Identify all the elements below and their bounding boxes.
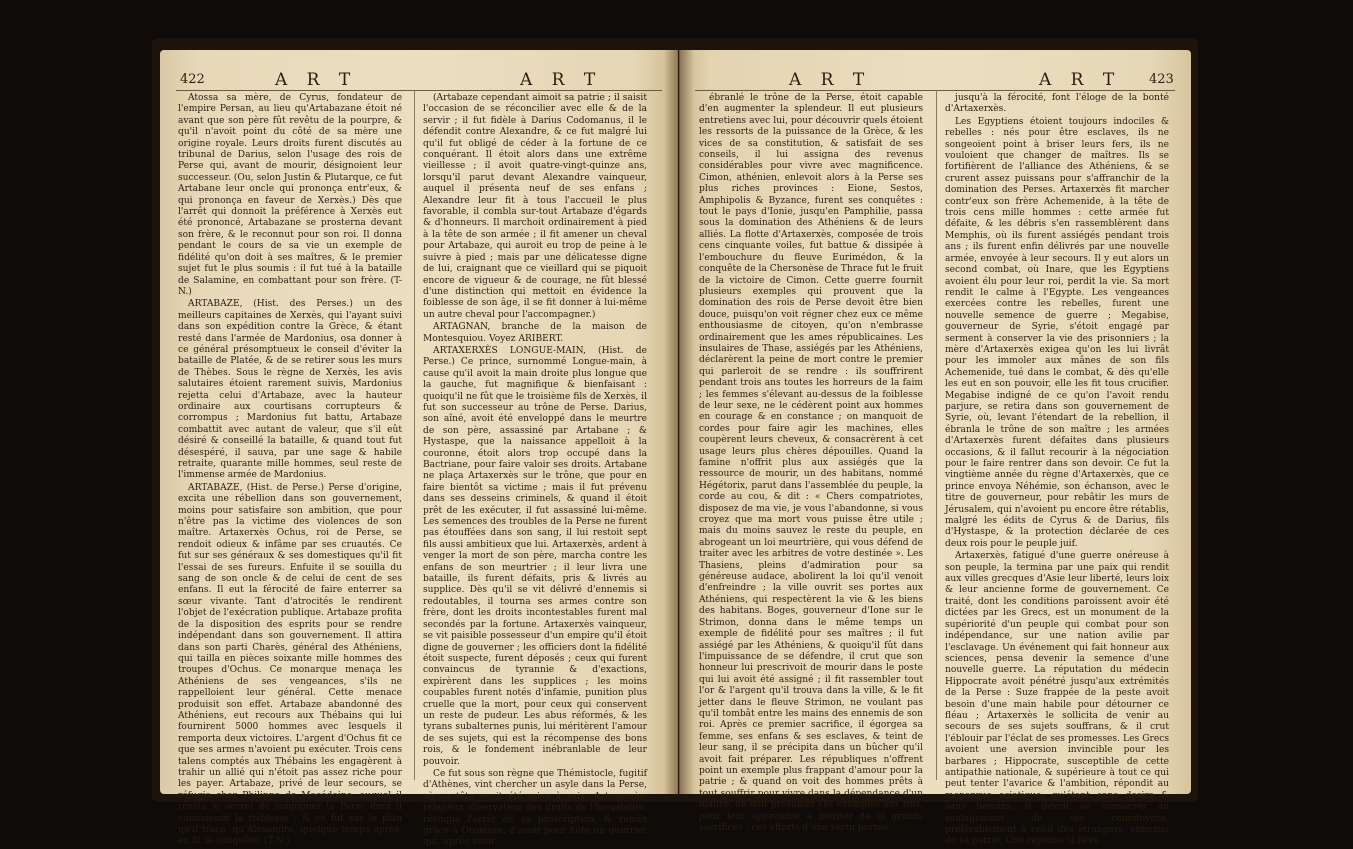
paragraph: ARTAXERXÈS LONGUE-MAIN, (Hist. de Perse.) Ce prince, surnommé Longue-main, à cause qu'il avoit la main droite plus longue que la gauche, fut magnifique & bienfaisant : quoiqu'il ne fût que le troisième fils de Xerxès, il fut son successeur au trône de Perse. Darius, son aîné, avoit été enveloppé dans le meurtre de son père, assassiné par Artabane ; & Hystaspe, que la naissance appelloit à la couronne, étoit alors trop occupé dans la Bactriane, pour faire valoir ses droits. Artabane ne plaça Artaxerxès sur le trône, que pour en faire bientôt sa victime ; mais il fut prévenu dans ses desseins criminels, & quand il étoit prêt de les exécuter, il fut assassiné lui-même. Les semences des troubles de la Perse ne furent pas étouffées dans son sang, il lui restoit sept fils aussi ambitieux que lui. Artaxerxès, ardent à venger la mort de son père, marcha contre les enfans de son meurtrier ; il leur livra une bataille, ils furent défaits, pris & livrés au supplice. Dès qu'il se vit délivré d'ennemis si redoutables, il tourna ses armes contre son frère, dont les droits incontestables furent mal secondés par la fortune. Artaxerxès vainqueur, se vit paisible possesseur d'un empire qu'il étoit digne de gouverner ; les officiers dont la fidélité étoit suspecte, furent déposés ; ceux qui furent convaincus de tyrannie & d'exactions, expirèrent dans les supplices ; les moins coupables furent notés d'infamie, punition plus cruelle que la mort, pour ceux qui conservent un reste de pudeur. Les abus réformés, & les tyrans subalternes punis, lui méritèrent l'amour de ses sujets, qui est la récompense des bons rois, & le fondement inébranlable de leur pouvoir. [423, 345, 647, 767]
column-rule [936, 90, 937, 780]
page-number: 422 [180, 72, 205, 87]
paragraph: ARTABAZE, (Hist. des Perses.) un des meilleurs capitaines de Xerxès, qui l'ayant suivi dans son expédition contre la Grèce, & étant resté dans l'armée de Mardonius, osa donner à ce général présomptueux le conseil d'éviter la bataille de Platée, & de se retirer sous les murs de Thèbes. Sous le règne de Xerxès, les avis salutaires étoient rarement suivis, Mardonius rejetta celui d'Artabaze, avec la hauteur ordinaire aux courtisans corrupteurs & corrompus ; Mardonius fut battu, Artabaze combattit avec autant de valeur, que s'il eût désiré & conseillé la bataille, & quand tout fut désespéré, il sauva, par une sage & habile retraite, quarante mille hommes, seul reste de l'immense armée de Mardonius. [178, 299, 402, 481]
right-page [679, 50, 1191, 847]
paragraph: (Artabaze cependant aimoit sa patrie ; il saisit l'occasion de se réconcilier avec elle & de la servir ; il fut fidèle à Darius Codomanus, il le défendit contre Alexandre, & ce fut malgré lui qu'il fut obligé de céder à la fortune de ce conquérant. Il étoit alors dans une extrême vieillesse ; il avoit quatre-vingt-quinze ans, lorsqu'il parut devant Alexandre vainqueur, auquel il présenta neuf de ses enfans ; Alexandre leur fit à tous l'accueil le plus favorable, il combla sur-tout Artabaze d'égards & d'honneurs. Il marchoit ordinairement à pied à la tête de son armée ; il fit amener un cheval pour Artabaze, qui auroit eu trop de peine à le suivre à pied ; mais par une délicatesse digne de lui, craignant que ce vieillard qui se piquoit encore de vigueur & de courage, ne fût blessé d'une distinction qui mettoit en évidence la foiblesse de son âge, il se fit donner à lui-même un autre cheval pour l'accompagner.) [423, 93, 647, 320]
book-gutter [664, 50, 694, 794]
left-page-header [160, 70, 678, 92]
running-head: A R T [789, 70, 872, 90]
text-column-1 [178, 93, 402, 847]
left-page [160, 50, 678, 848]
paragraph: ARTAGNAN, branche de la maison de Montesquiou. Voyez ARIBERT. [423, 322, 647, 344]
header-rule [695, 90, 1175, 91]
right-page-header [679, 70, 1191, 92]
text-column-1 [699, 93, 923, 833]
header-rule [176, 90, 662, 91]
page-number: 423 [1149, 72, 1174, 87]
paragraph: jusqu'à la férocité, font l'éloge de la bonté d'Artaxerxès. [945, 93, 1169, 115]
paragraph: Atossa sa mère, de Cyrus, fondateur de l'empire Persan, au lieu qu'Artabazane étoit né avant que son père fût revêtu de la pourpre, & qu'il n'avoit point du côté de sa mère une origine royale. Leurs droits furent discutés au tribunal de Darius, selon l'usage des rois de Perse qui, avant de mourir, désignoient leur successeur. (Ou, selon Justin & Plutarque, ce fut Artabane leur oncle qui prononça entr'eux, & qui prononça en faveur de Xerxès.) Dès que l'arrêt qui donnoit la préférence à Xerxès eut été prononcé, Artabazane se prosterna devant son frère, & le reconnut pour son roi. Il donna pendant le cours de sa vie un exemple de fidélité qu'on doit à ses maîtres, & le premier sujet fut le plus soumis : il fut tué à la bataille de Salamine, en combattant pour son frère. (T-N.) [178, 93, 402, 297]
paragraph: Artaxerxès, fatigué d'une guerre onéreuse à son peuple, la termina par une paix qui rendit aux villes grecques d'Asie leur liberté, leurs loix & leur ancienne forme de gouvernement. Ce traité, dont les conditions paroissent avoir été dictées par les Grecs, est un monument de la supériorité d'un peuple qui combat pour son indépendance, sur une nation avilie par l'esclavage. Un événement qui fait honneur aux sciences, pensa devenir la semence d'une nouvelle guerre. La réputation du médecin Hippocrate avoit pénétré jusqu'aux extrémités de la Perse : Suze frappée de la peste avoit besoin d'une main habile pour détourner ce fléau ; Artaxerxès le sollicita de venir au secours de ses sujets souffrans, & il crut l'éblouir par l'éclat de ses promesses. Les Grecs avoient une aversion invincible pour les barbares ; Hippocrate, susceptible de cette antipathie nationale, & supérieure à tout ce qui peut tenter l'avarice & l'ambition, répondit au monarque asiatique, qu'étant sans desirs & sans besoins, il devoit se consacrer au soulagement de ses concitoyens, préférablement à celui des étrangers, ennemis de sa patrie. Une réponse si fière [945, 551, 1169, 847]
paragraph: Ce fut sous son règne que Thémistocle, fugitif d'Athènes, vint chercher un asyle dans la Perse, où sa tête avoit été mise à prix. Artaxerxès, religieux observateur des droits de l'hospitalité, révoqua l'arrêt de sa proscription, & rendit grâce à Oromaze, d'avoir pour hôte un guerrier qui, après avoir [423, 768, 647, 848]
running-head: A R T [275, 70, 358, 90]
paragraph: Les Egyptiens étoient toujours indociles & rebelles : nés pour être esclaves, ils ne songeoient point à briser leurs fers, ils ne vouloient que changer de maîtres. Ils se fortifièrent de l'alliance des Athéniens, & se crurent assez puissans pour s'affranchir de la domination des Perses. Artaxerxès fit marcher contr'eux son frère Achemenide, à la tête de trois cens mille hommes : cette armée fut défaite, & les débris s'en rassemblèrent dans Memphis, où ils furent assiégés pendant trois ans ; ils furent enfin délivrés par une nouvelle armée, envoyée à leur secours. Il y eut alors un second combat, où Inare, que les Egyptiens avoient élu pour leur roi, perdit la vie. Sa mort rendit le calme à l'Egypte. Les vengeances exercées contre les rebelles, furent une nouvelle semence de guerre ; Megabise, gouverneur de Syrie, s'étoit engagé par serment à conserver la vie des prisonniers ; la mère d'Artaxerxès exigea qu'on les lui livrât pour les immoler aux mânes de son fils Achemenide, tué dans le combat, & dès qu'elle les eut en son pouvoir, elle les fit tous crucifier. Megabise indigné de ce qu'on l'avoit rendu parjure, se retira dans son gouvernement de Syrie, où, levant l'étendart de la rebellion, il ébranla le trône de son maître ; les armées d'Artaxerxès furent défaites dans plusieurs occasions, & il fallut recourir à la négociation pour le faire rentrer dans son devoir. Ce fut la vingtième année du règne d'Artaxerxès, que ce prince envoya Néhémie, son échanson, avec le titre de gouverneur, pour rebâtir les murs de Jérusalem, qui n'avoient pu encore être rétablis, malgré les édits de Cyrus & de Darius, fils d'Hystaspe, & la protection déclarée de ces deux rois pour le peuple juif. [945, 116, 1169, 549]
text-column-2 [423, 93, 647, 848]
column-rule [414, 90, 415, 780]
text-column-2 [945, 93, 1169, 847]
paragraph: ARTABAZE, (Hist. de Perse.) Perse d'origine, excita une rébellion dans son gouvernement, moins pour satisfaire son ambition, que pour n'être pas la victime des violences de son maître. Artaxerxès Ochus, roi de Perse, se rendoit odieux & infâme par ses cruautés. Ce fut sur ses généraux & ses domestiques qu'il fit l'essai de ses fureurs. Enfuite il se souilla du sang de son oncle & de celui de cent de ses enfans. Il eut la férocité de faire enterrer sa sœur vivante. Tant d'atrocités le rendirent l'objet de l'exécration publique. Artabaze profita de la disposition des esprits pour se rendre indépendant dans son gouvernement. Il attira dans son parti Charès, général des Athéniens, qui tailla en pièces soixante mille hommes des troupes d'Ochus. Ce monarque menaça les Athéniens de ses vengeances, s'ils ne rappelloient leur général. Cette menace produisit son effet. Artabaze abandonné des Athéniens, eut recours aux Thébains qui lui fournirent 5000 hommes avec lesquels il remporta deux victoires. L'argent d'Ochus fit ce que ses armes n'avoient pu exécuter. Trois cens talens comptés aux Thébains les engagèrent à trahir un allié qui n'étoit pas assez riche pour les payer. Artabaze, privé de leur secours, se réfugia chez Philippe de Macédoine, auquel il révéla le secret de subjuguer la Perse dont il connoissoit la foiblesse ; & ce fut sur le plan qu'il traça, qu'Alexandre, quelque temps après, en fit la conquête. (T-N.) [178, 482, 402, 847]
running-head: A R T [1039, 70, 1122, 90]
paragraph: ébranlé le trône de la Perse, étoit capable d'en augmenter la splendeur. Il eut plusieurs entretiens avec lui, pour découvrir quels étoient les ressorts de la puissance de la Grèce, & les vices de sa constitution, & satisfait de ses conseils, il lui assigna des revenus considérables pour vivre avec magnificence. Cimon, athénien, enlevoit alors à la Perse ses plus riches provinces : Eione, Sestos, Amphipolis & Byzance, furent ses conquêtes : tout le pays d'Ionie, jusqu'en Pamphilie, passa sous la domination des Athéniens & de leurs alliés. La flotte d'Artaxerxès, composée de trois cens cinquante voiles, fut battue & dissipée à l'embouchure du fleuve Eurimédon, & la conquête de la Chersonèse de Thrace fut le fruit de la victoire de Cimon. Cette guerre fournit plusieurs exemples qui prouvent que la domination des rois de Perse devoit être bien douce, puisqu'on voit régner chez eux ce même enthousiasme de citoyen, qu'on n'embrasse ordinairement que les ames républicaines. Les insulaires de Thase, assiégés par les Athéniens, déclarèrent la peine de mort contre le premier qui parleroit de se rendre : ils souffrirent pendant trois ans toutes les horreurs de la faim ; les femmes s'élevant au-dessus de la foiblesse de leur sexe, ne le cédèrent point aux hommes en courage & en constance ; on manquoit de cordes pour faire agir les machines, elles coupèrent leurs cheveux, & consacrèrent à cet usage leurs plus chères dépouilles. Quand la famine n'offrit plus aux assiégés que la ressource de mourir, un des habitans, nommé Hégétorix, parut dans l'assemblée du peuple, la corde au cou, & dit : « Chers compatriotes, disposez de ma vie, je vous l'abandonne, si vous croyez que ma mort vous puisse être utile ; mais du moins sauvez le reste du peuple, en abrogeant un loi meurtrière, qui vous défend de traiter avec les arbitres de votre destinée ». Les Thasiens, pleins d'admiration pour sa généreuse audace, abolirent la loi qu'il venoit d'enfreindre ; la ville ouvrit ses portes aux Athéniens, qui respectèrent la vie & les biens des habitans. Boges, gouverneur d'Ione sur le Strimon, donna dans le même temps un exemple de fidélité pour ses maîtres ; il fut assiégé par les Athéniens, & quoiqu'il fût dans l'impuissance de se défendre, il crut que son honneur lui prescrivoit de mourir dans le poste qui lui avoit été assigné ; il fit rassembler tout l'or & l'argent qu'il trouva dans la ville, & le fit jetter dans le fleuve Strimon, ne voulant pas qu'il tombât entre les mains des ennemis de son roi. Après ce premier sacrifice, il égorgea sa femme, ses enfans & ses esclaves, & teint de leur sang, il se précipita dans un bûcher qu'il avoit fait préparer. Les républiques n'offrent point un exemple plus frappant d'amour pour la patrie ; & quand on voit des hommes prêts à tout souffrir pour vivre dans la dépendance d'un maître, on doit présumer ces exemples aux rois, pour leur apprendre à mériter de si grands sacrifices : ces efforts d'une vertu portée [699, 93, 923, 833]
running-head: A R T [520, 70, 603, 90]
